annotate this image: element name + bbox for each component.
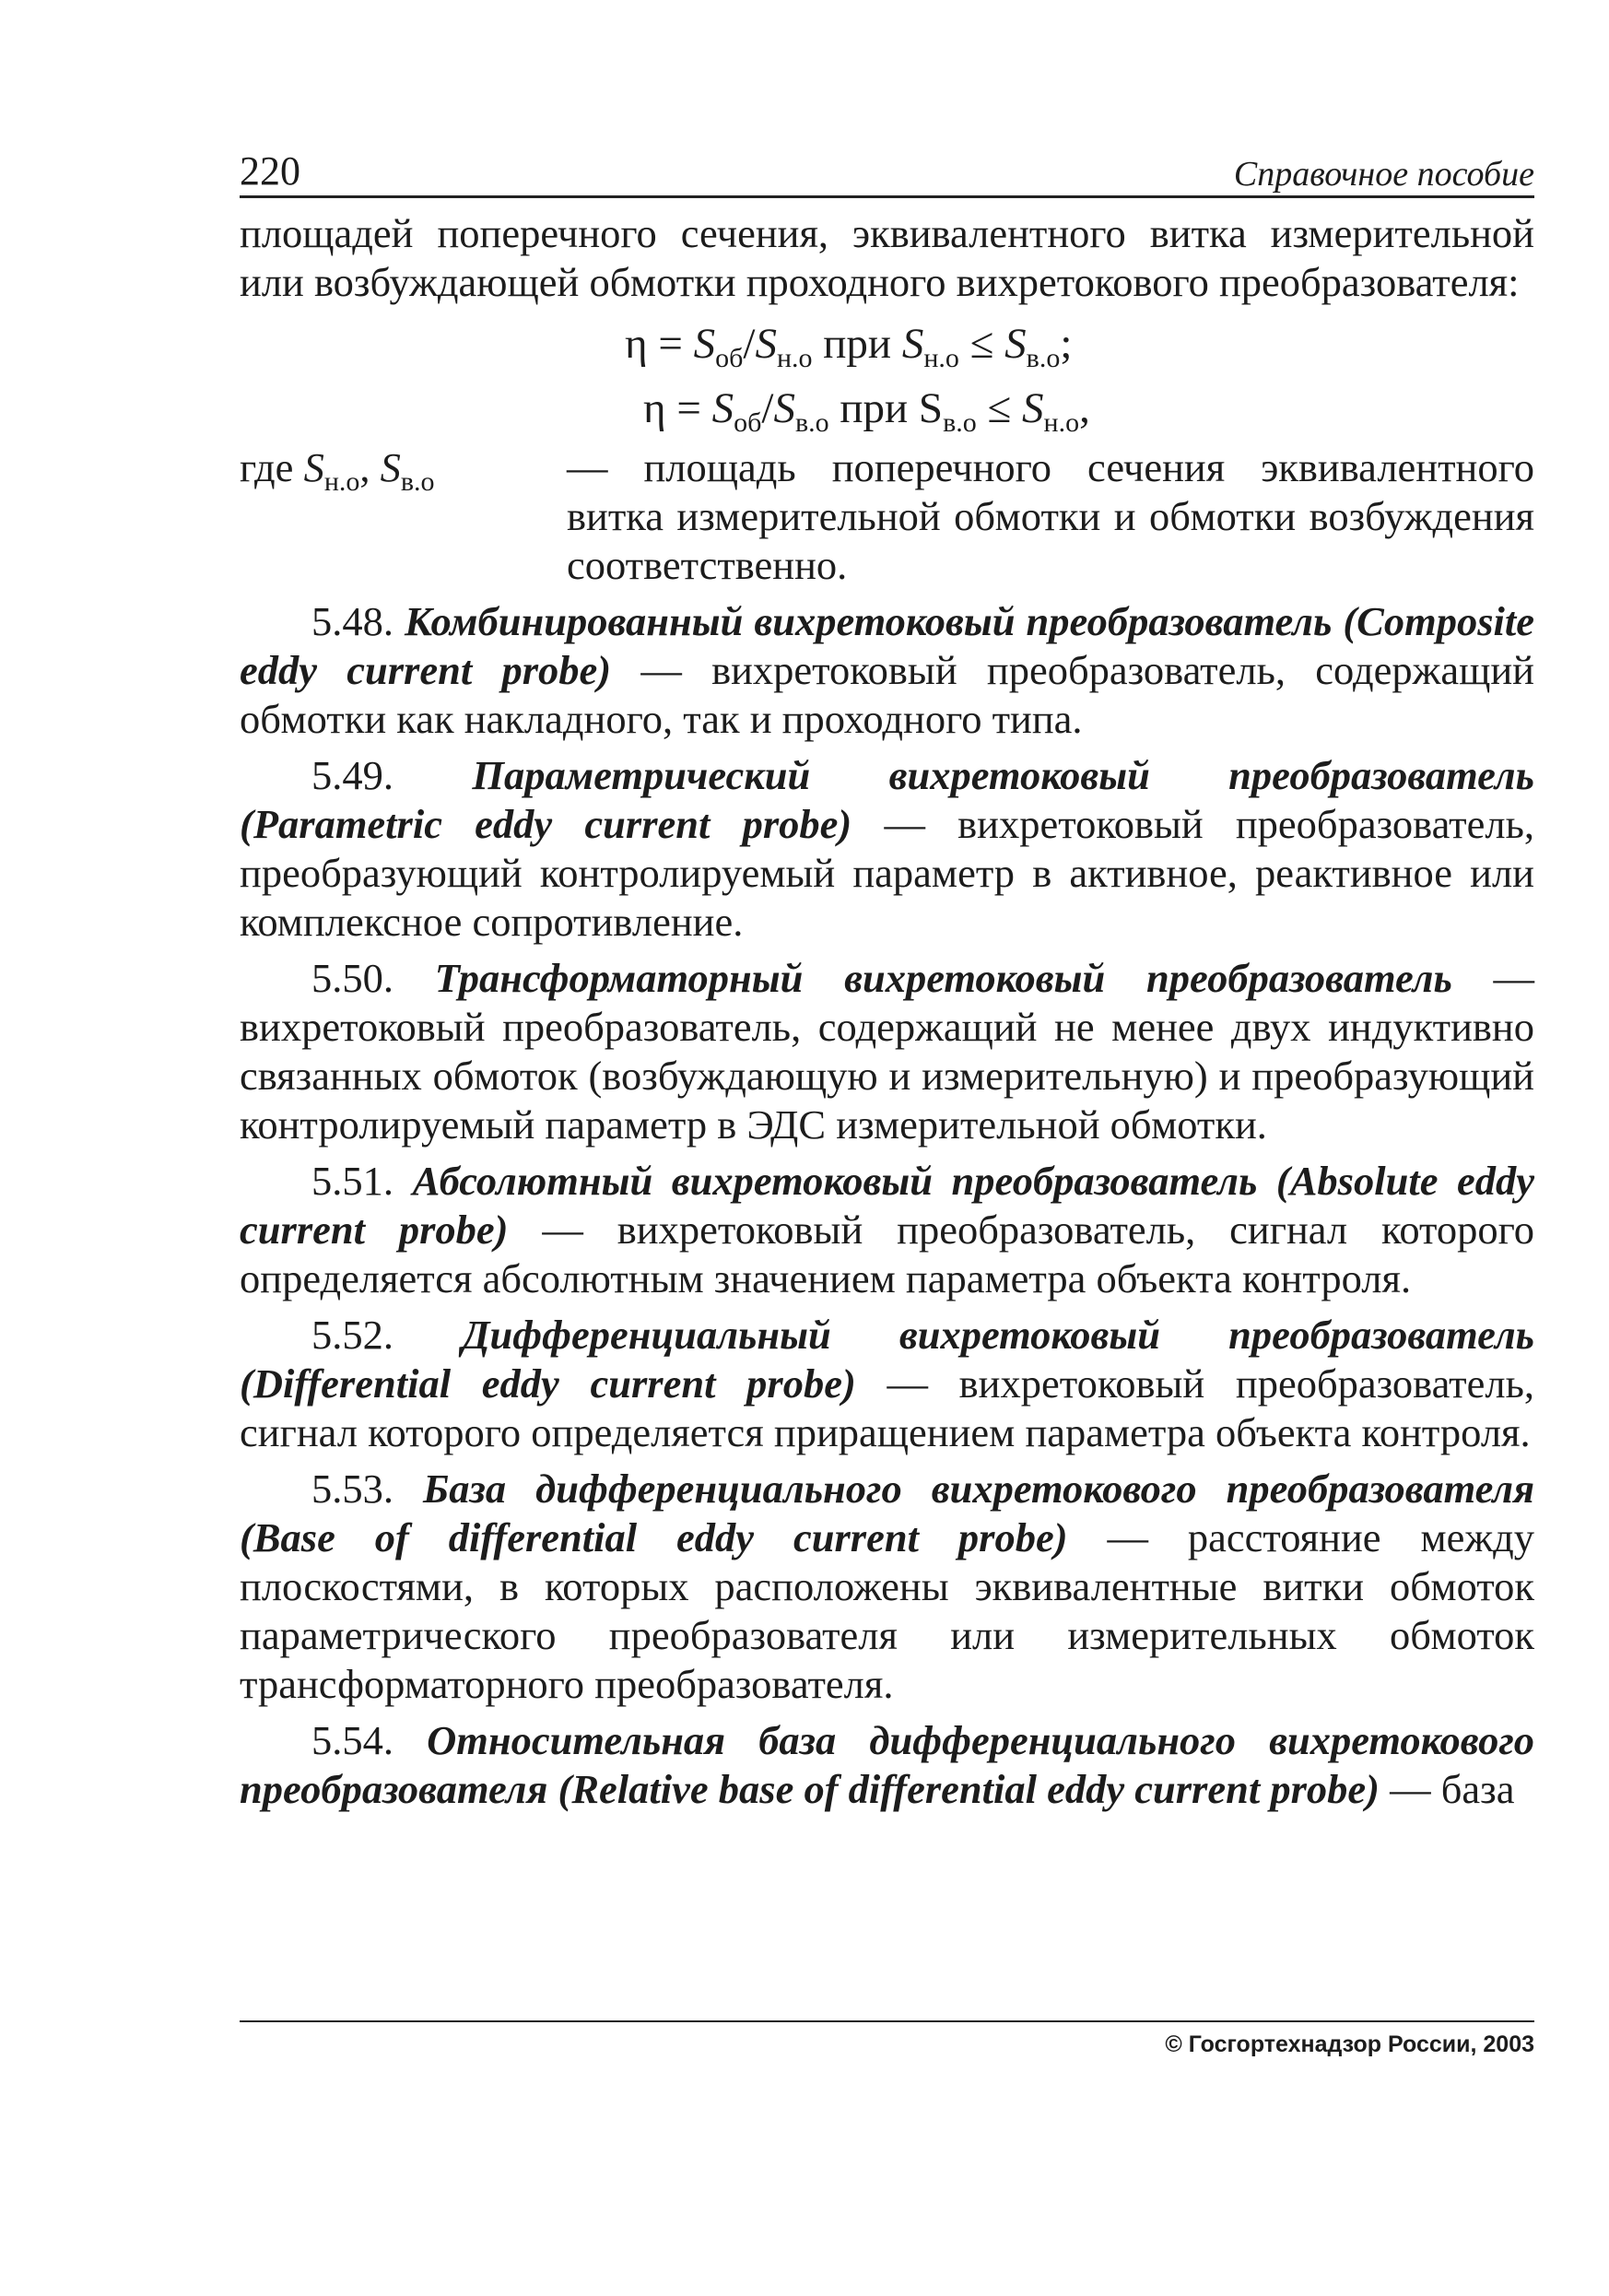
entry-definition: — вихретоковый преобразователь, сигнал которого определяется приращением параметра объекта контроля. — [240, 1360, 1534, 1455]
entry-definition: — база — [1380, 1766, 1515, 1812]
formula-subscript: н.о — [1043, 407, 1080, 438]
entry-number: 5.48. — [311, 598, 405, 644]
equals-sign: = — [665, 384, 712, 432]
formula-variable: S — [901, 320, 924, 368]
entry-term: Параметрический вихретоковый преобразователь (Parametric eddy current probe) — [240, 752, 1534, 847]
formula-subscript: в.о — [1026, 343, 1061, 373]
entry-definition: — вихретоковый преобразователь, содержащий не менее двух индуктивно связанных обмоток (возбуждающую и измерительную) и преобразующий контролируемый параметр в ЭДС измерительной обмотки. — [240, 955, 1535, 1148]
entry-term: Дифференциальный вихретоковый преобразователь (Differential eddy current probe) — [240, 1312, 1534, 1407]
division-sign: / — [743, 320, 756, 368]
formula-subscript: в.о — [943, 407, 977, 438]
copyright-footer: © Госгортехнадзор России, 2003 — [240, 2020, 1534, 2058]
glossary-entry — [240, 1157, 1534, 1303]
glossary-entries — [240, 597, 1534, 1814]
page-number: 220 — [240, 148, 300, 194]
formula-subscript: в.о — [794, 407, 829, 438]
formula-punctuation: , — [1079, 384, 1090, 432]
where-definition: — площадь поперечного сечения эквивалентного витка измерительной обмотки и обмотки возбуждения соответственно. — [567, 444, 1534, 588]
entry-number: 5.53. — [311, 1466, 424, 1512]
entry-term: Трансформаторный вихретоковый преобразователь — [434, 955, 1452, 1001]
formula-variable: S — [755, 320, 777, 368]
equals-sign: = — [647, 320, 694, 368]
formula-subscript: в.о — [400, 466, 435, 497]
entry-number: 5.54. — [311, 1717, 428, 1763]
where-clause — [240, 443, 1534, 590]
condition-word: при — [828, 384, 919, 432]
glossary-entry — [240, 597, 1534, 744]
entry-number: 5.49. — [311, 752, 473, 798]
formula-subscript: об — [734, 407, 762, 438]
entry-term: Относительная база дифференциального вихретокового преобразователя (Relative base of differential eddy current probe) — [240, 1717, 1534, 1812]
where-symbols — [240, 443, 567, 590]
intro-paragraph: площадей поперечного сечения, эквивалентного витка измерительной или возбуждающей обмотки проходного вихретокового преобразователя: — [240, 210, 1534, 305]
eta-symbol: η — [625, 320, 648, 368]
entry-definition: — вихретоковый преобразователь, сигнал которого определяется абсолютным значением параметра объекта контроля. — [240, 1207, 1535, 1301]
formula-variable: S — [773, 384, 795, 432]
page — [240, 147, 1534, 1814]
comma: , — [359, 444, 381, 490]
entry-definition: — вихретоковый преобразователь, преобразующий контролируемый параметр в активное, реактивное или комплексное сопротивление. — [240, 801, 1534, 945]
formula-subscript: н.о — [776, 343, 813, 373]
formula-1 — [625, 318, 1534, 373]
entry-definition: — расстояние между плоскостями, в которых расположены эквивалентные витки обмоток параметрического преобразователя или измерительных обмоток трансформаторного преобразователя. — [240, 1514, 1534, 1707]
formula-subscript: об — [715, 343, 744, 373]
formula-variable: S — [1004, 320, 1027, 368]
glossary-entry — [240, 1465, 1534, 1709]
formula-2 — [643, 383, 1534, 438]
entry-number: 5.50. — [311, 955, 435, 1001]
less-equal-sign: ≤ — [958, 320, 1005, 368]
entry-term: Комбинированный вихретоковый преобразователь (Composite eddy current probe) — [240, 598, 1535, 693]
formula-variable: S — [380, 444, 401, 490]
entry-definition: — вихретоковый преобразователь, содержащий обмотки как накладного, так и проходного типа. — [240, 647, 1534, 742]
running-title: Справочное пособие — [1233, 155, 1534, 194]
less-equal-sign: ≤ — [976, 384, 1023, 432]
formula-variable: S — [711, 384, 734, 432]
formula-subscript: н.о — [923, 343, 959, 373]
page-header — [240, 147, 1534, 198]
formula-variable: S — [693, 320, 716, 368]
where-word: где — [240, 444, 304, 490]
formula-punctuation: ; — [1060, 320, 1073, 368]
glossary-entry — [240, 1716, 1534, 1814]
condition-word: при — [812, 320, 902, 368]
page-body — [240, 209, 1534, 1814]
entry-term: Абсолютный вихретоковый преобразователь (Absolute eddy current probe) — [240, 1158, 1535, 1253]
formula-variable: S — [1022, 384, 1044, 432]
entry-number: 5.52. — [311, 1312, 463, 1358]
glossary-entry — [240, 954, 1534, 1149]
formula-subscript: н.о — [323, 466, 360, 497]
where-definition-block — [567, 443, 1534, 590]
formula-variable: S — [303, 444, 324, 490]
entry-term: База дифференциального вихретокового преобразователя (Base of differential eddy current probe) — [240, 1466, 1535, 1560]
entry-number: 5.51. — [311, 1158, 413, 1204]
glossary-entry — [240, 1311, 1534, 1457]
glossary-entry — [240, 751, 1534, 947]
division-sign: / — [761, 384, 774, 432]
formula-variable: S — [918, 384, 944, 432]
eta-symbol: η — [643, 384, 666, 432]
